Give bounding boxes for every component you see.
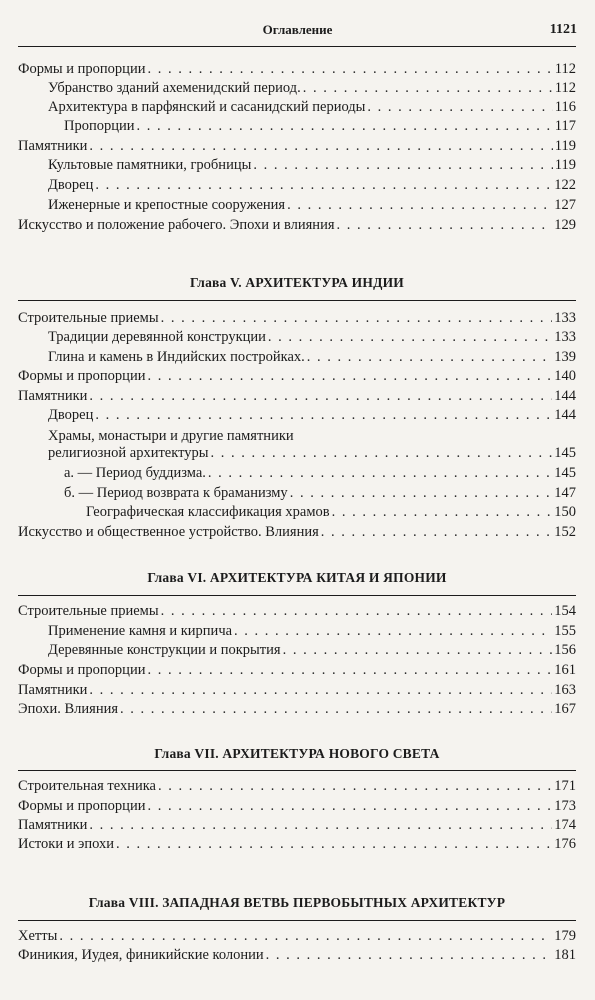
- toc-entry[interactable]: Строительная техника . . . 171: [18, 777, 576, 795]
- toc-entry[interactable]: Эпохи. Влияния . . . 167: [18, 700, 576, 718]
- toc-entry[interactable]: Памятники . . . 144: [18, 387, 576, 405]
- toc-entry[interactable]: религиозной архитектуры . . . 145: [18, 444, 576, 462]
- toc-entry[interactable]: б. — Период возврата к браманизму . . . 147: [18, 484, 576, 502]
- toc-entry[interactable]: Искусство и общественное устройство. Влияния . . . 152: [18, 523, 576, 541]
- chapter-heading: Глава VII. АРХИТЕКТУРА НОВОГО СВЕТА: [154, 746, 440, 761]
- toc-entry-line[interactable]: Храмы, монастыри и другие памятники: [48, 428, 294, 444]
- toc-entry[interactable]: Применение камня и кирпича . . . 155: [18, 622, 576, 640]
- toc-entry[interactable]: Истоки и эпохи . . . 176: [18, 835, 576, 853]
- chapter-heading: Глава V. АРХИТЕКТУРА ИНДИИ: [190, 275, 404, 290]
- chapter-rule: [18, 595, 576, 596]
- toc-entry[interactable]: Дворец . . . 144: [18, 406, 576, 424]
- chapter-rule: [18, 300, 576, 301]
- running-title: Оглавление: [262, 22, 333, 37]
- chapter-rule: [18, 920, 576, 921]
- toc-entry[interactable]: Финикия, Иудея, финикийские колонии . . . 181: [18, 946, 576, 964]
- toc-entry[interactable]: Культовые памятники, гробницы . . . 119: [18, 156, 576, 174]
- toc-entry[interactable]: Пропорции . . . 117: [18, 117, 576, 135]
- toc-entry[interactable]: Убранство зданий ахеменидский период. . . . 112: [18, 79, 576, 97]
- toc-entry[interactable]: Формы и пропорции . . . 161: [18, 661, 576, 679]
- toc-entry[interactable]: Памятники . . . 174: [18, 816, 576, 834]
- toc-entry[interactable]: Деревянные конструкции и покрытия . . . 156: [18, 641, 576, 659]
- toc-entry[interactable]: Памятники . . . 119: [18, 137, 576, 155]
- toc-entry[interactable]: Строительные приемы . . . 154: [18, 602, 576, 620]
- toc-entry[interactable]: Формы и пропорции . . . 140: [18, 367, 576, 385]
- chapter-rule: [18, 770, 576, 771]
- page-number: 1121: [549, 22, 577, 37]
- toc-entry[interactable]: Памятники . . . 163: [18, 681, 576, 699]
- toc-entry[interactable]: а. — Период буддизма. . . . 145: [18, 464, 576, 482]
- toc-entry[interactable]: Глина и камень в Индийских постройках. . . . 139: [18, 348, 576, 366]
- page-header: [18, 22, 577, 42]
- chapter-heading: Глава VIII. ЗАПАДНАЯ ВЕТВЬ ПЕРВОБЫТНЫХ АРХИТЕКТУР: [88, 895, 506, 910]
- toc-entry[interactable]: Искусство и положение рабочего. Эпохи и влияния . . . 129: [18, 216, 576, 234]
- header-rule: [18, 46, 576, 47]
- toc-entry[interactable]: Формы и пропорции . . . 112: [18, 60, 576, 78]
- toc-entry[interactable]: Географическая классификация храмов . . . 150: [18, 503, 576, 521]
- chapter-heading: Глава VI. АРХИТЕКТУРА КИТАЯ И ЯПОНИИ: [147, 570, 447, 585]
- toc-entry[interactable]: Хетты . . . 179: [18, 927, 576, 945]
- toc-entry[interactable]: Формы и пропорции . . . 173: [18, 797, 576, 815]
- toc-entry[interactable]: Архитектура в парфянский и сасанидский периоды . . . 116: [18, 98, 576, 116]
- toc-entry[interactable]: Дворец . . . 122: [18, 176, 576, 194]
- toc-entry[interactable]: Традиции деревянной конструкции . . . 133: [18, 328, 576, 346]
- toc-entry[interactable]: Иженерные и крепостные сооружения . . . 127: [18, 196, 576, 214]
- toc-entry[interactable]: Строительные приемы . . . 133: [18, 309, 576, 327]
